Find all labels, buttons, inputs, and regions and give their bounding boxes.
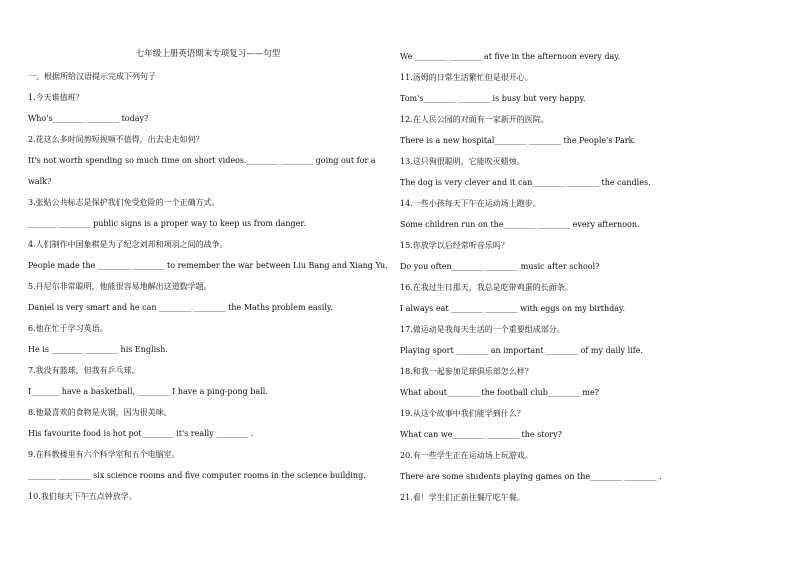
section-heading: 一、根据所给汉语提示完成下列句子 [28,72,156,81]
question-prompt: 17.做运动是我每天生活的一个重要组成部分。 [400,325,565,334]
question-prompt: 1.今天谁值班？ [28,93,84,102]
question-prompt: 9.在科教楼里有六个科学室和五个电脑室。 [28,450,180,459]
question-prompt: 19.从这个故事中我们能学到什么？ [400,409,525,418]
answer-line: I_______ have a basketball, ________ I have a ping-pong ball. [28,387,268,396]
answer-line: Playing sport ________ an important ________ of my daily life. [400,346,643,355]
answer-line: The dog is very clever and it can________ ________ the candles. [400,178,651,187]
answer-line: _______ ________ public signs is a proper way to keep us from danger. [28,219,306,228]
question-prompt: 7.我没有篮球，但我有乒乓球。 [28,366,140,375]
answer-line: We ________ ________ at five in the afternoon every day. [400,52,621,61]
question-prompt: 3.张贴公共标志是保护我们免受危险的一个正确方式。 [28,198,220,207]
answer-line: He is ________ ________ his English. [28,345,168,354]
answer-line: People made the ________ ________ to remember the war between Liu Bang and Xiang Yu. [28,261,388,270]
question-prompt: 4.人们制作中国象棋是为了纪念刘邦和项羽之间的战争。 [28,240,228,249]
question-prompt: 6.他在忙于学习英语。 [28,324,108,333]
answer-line: It's not worth spending so much time on short videos.________ ________ going out for a [28,156,376,165]
answer-line: What can we________ ________ the story? [400,430,562,439]
question-prompt: 18.和我一起参加足球俱乐部怎么样？ [400,367,533,376]
question-prompt: 14.一些小孩每天下午在运动场上跑步。 [400,199,541,208]
page-title: 七年级上册英语期末专项复习——句型 [135,49,281,59]
answer-line: What about________ the football club________ me? [400,388,599,397]
answer-line: Tom's________ ________ is busy but very happy. [400,94,586,103]
answer-line: Who's________ ________ today? [28,114,149,123]
answer-line: I always eat ________ ________ with eggs on my birthday. [400,304,626,313]
answer-line: His favourite food is hot pot________ it's really ________ . [28,429,254,438]
question-prompt: 12.在人民公园的对面有一家新开的医院。 [400,115,549,124]
question-prompt: 15.你放学以后经常听音乐吗？ [400,241,509,250]
question-prompt: 2.花这么多时间剪短视频不值得，出去走走如何？ [28,135,204,144]
answer-line: Daniel is very smart and he can ________ ________ the Maths problem easily. [28,303,333,312]
answer-line: walk? [28,177,52,186]
answer-line: _______ ________ six science rooms and five computer rooms in the science building. [28,471,366,480]
answer-line: There is a new hospital________ ________ the People's Park. [400,136,636,145]
question-prompt: 13.这只狗很聪明，它能吹灭蜡烛。 [400,157,525,166]
answer-line: Do you often________ ________ music after school? [400,262,600,271]
question-prompt: 5.丹尼尔非常聪明，他能很容易地解出这道数学题。 [28,282,212,291]
question-prompt: 8.他最喜欢的食物是火锅，因为很美味。 [28,408,172,417]
question-prompt: 10.我们每天下午五点钟放学。 [28,492,137,501]
answer-line: Some children run on the________ ________ every afternoon. [400,220,640,229]
question-prompt: 20.有一些学生正在运动场上玩游戏。 [400,451,533,460]
question-prompt: 11.汤姆的日常生活繁忙但是很开心。 [400,73,533,82]
question-prompt: 21.看！学生们正前往餐厅吃午餐。 [400,493,525,502]
question-prompt: 16.在我过生日那天，我总是吃带鸡蛋的长面条。 [400,283,573,292]
answer-line: There are some students playing games on the________ ________ . [400,472,662,481]
